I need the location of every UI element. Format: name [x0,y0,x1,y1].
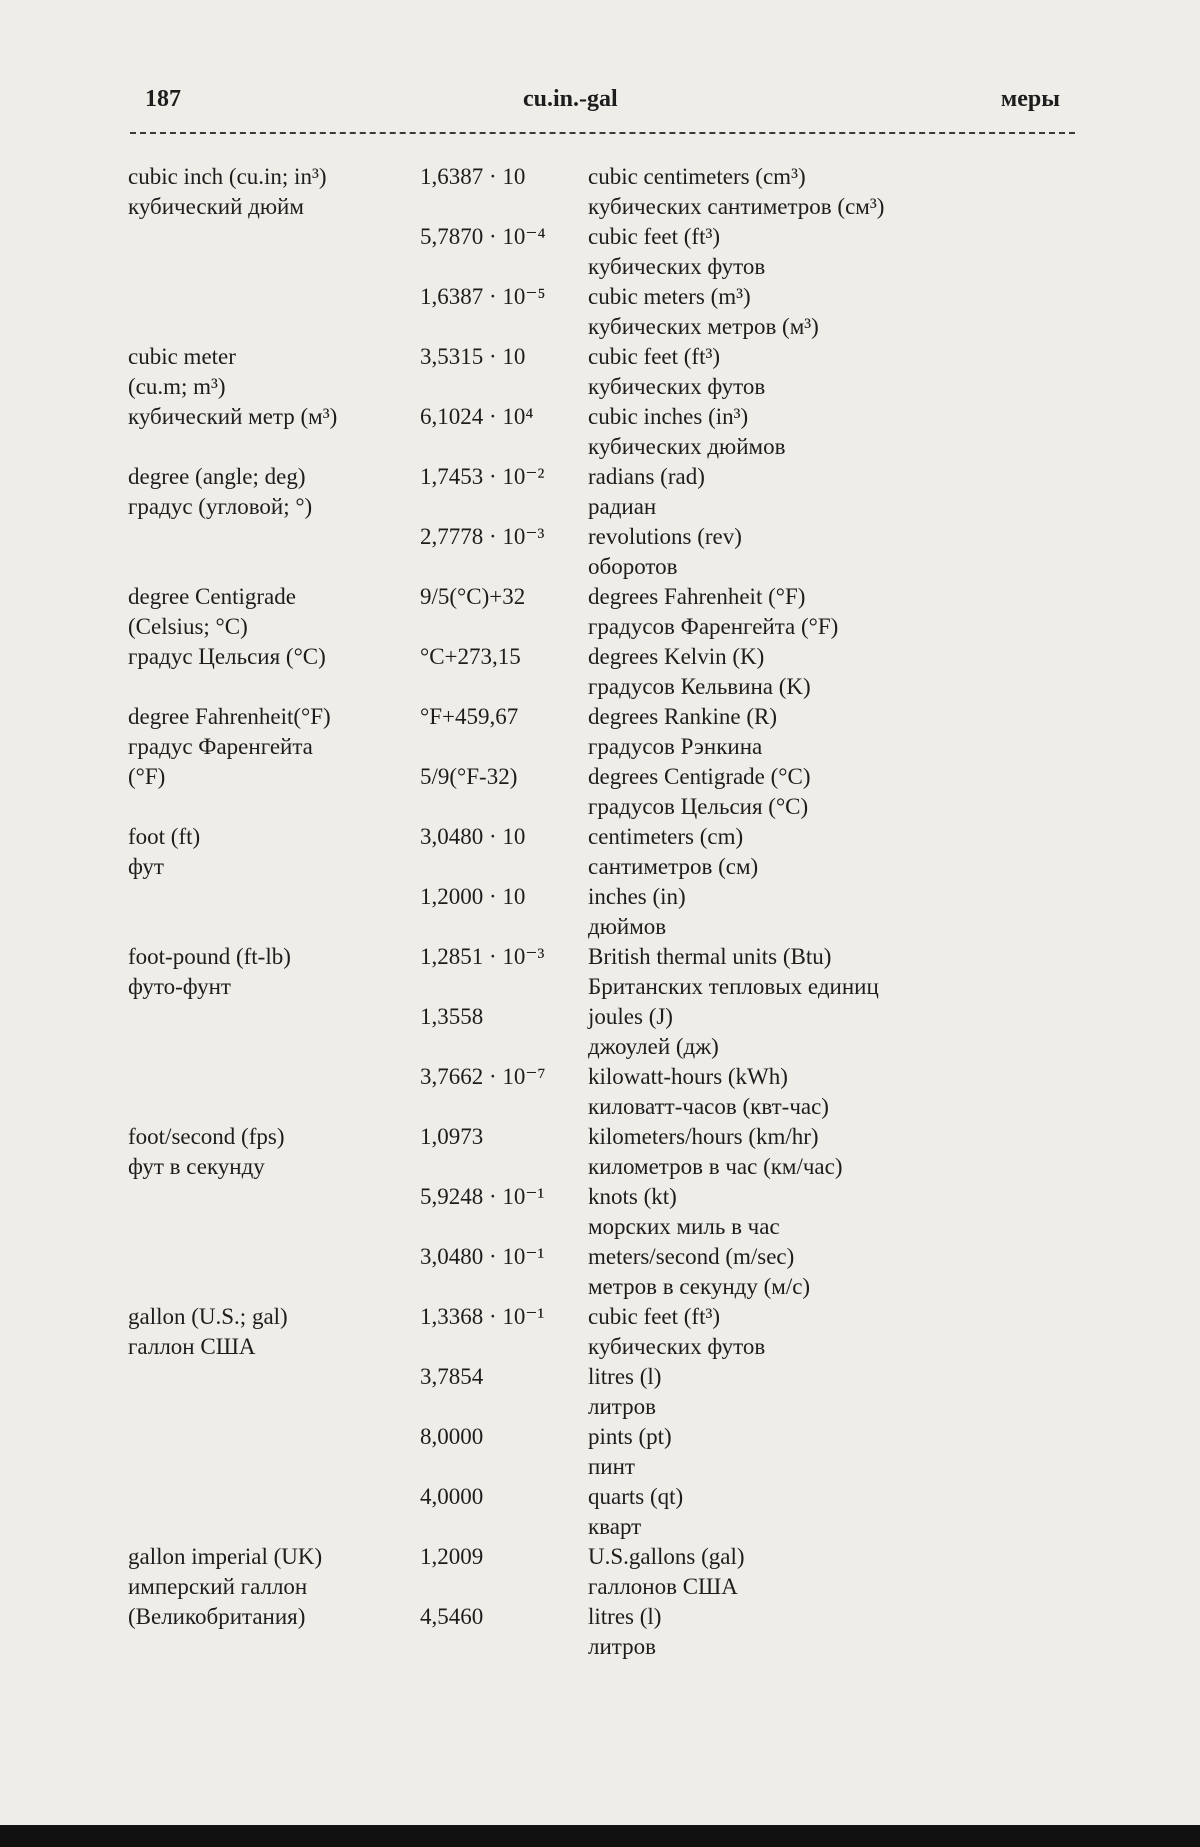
conversion-factor: 1,0973 [420,1124,484,1149]
target-unit-line: кубических сантиметров (см³) [588,194,885,219]
conversions [420,162,1078,342]
target-unit [588,282,1078,342]
conversions [420,1542,1078,1662]
source-unit-line: градус (угловой; °) [128,494,313,519]
source-unit-line: gallon imperial (UK) [128,1544,323,1569]
source-unit [128,162,418,222]
target-unit-line: кубических футов [588,254,766,279]
conversion-entry [128,582,1078,702]
conversions [420,1302,1078,1542]
source-unit-line: футо-фунт [128,974,231,999]
running-title: cu.in.-gal [523,86,618,112]
target-unit-line: litres (l) [588,1364,662,1389]
target-unit [588,942,1078,1002]
conversion-table [128,162,1078,1662]
conversions [420,582,1078,702]
target-unit-line: литров [588,1394,656,1419]
source-unit [128,702,418,792]
conversion-row [420,222,1078,282]
source-unit-line: cubic meter [128,344,236,369]
source-unit-line: имперский галлон [128,1574,308,1599]
conversion-entry [128,1122,1078,1302]
conversion-factor: 3,7662 · 10⁻⁷ [420,1064,546,1089]
conversions [420,462,1078,582]
target-unit-line: кубических дюймов [588,434,786,459]
conversion-row [420,1062,1078,1122]
source-unit-line: градус Цельсия (°C) [128,644,326,669]
conversion-row [420,1362,1078,1422]
target-unit-line: кубических футов [588,1334,766,1359]
conversion-row [420,1302,1078,1362]
conversion-row [420,1542,1078,1602]
conversion-row [420,1482,1078,1542]
source-unit-line: (Великобритания) [128,1604,306,1629]
target-unit-line: градусов Кельвина (K) [588,674,811,699]
target-unit [588,1062,1078,1122]
conversion-row [420,1182,1078,1242]
target-unit-line: морских миль в час [588,1214,780,1239]
conversions [420,1122,1078,1302]
target-unit [588,1542,1078,1602]
target-unit-line: киловатт-часов (квт-час) [588,1094,829,1119]
source-unit-line: gallon (U.S.; gal) [128,1304,288,1329]
target-unit-line: cubic inches (in³) [588,404,749,429]
source-unit-line: фут [128,854,164,879]
conversion-factor: 3,0480 · 10⁻¹ [420,1244,545,1269]
conversion-factor: 3,0480 · 10 [420,824,526,849]
target-unit-line: meters/second (m/sec) [588,1244,795,1269]
conversion-factor: 3,7854 [420,1364,484,1389]
target-unit-line: градусов Цельсия (°C) [588,794,809,819]
conversion-factor: 3,5315 · 10 [420,344,526,369]
conversion-factor: 8,0000 [420,1424,484,1449]
source-unit-line: фут в секунду [128,1154,265,1179]
target-unit-line: degrees Kelvin (K) [588,644,765,669]
conversion-factor: 1,2000 · 10 [420,884,526,909]
conversion-entry [128,1542,1078,1662]
conversion-factor: 1,7453 · 10⁻² [420,464,545,489]
source-unit-line: (cu.m; m³) [128,374,226,399]
conversion-factor: °F+459,67 [420,704,519,729]
conversion-factor: 5,7870 · 10⁻⁴ [420,224,546,249]
target-unit-line: градусов Фаренгейта (°F) [588,614,839,639]
conversion-factor: 4,5460 [420,1604,484,1629]
target-unit-line: cubic feet (ft³) [588,224,721,249]
target-unit-line: inches (in) [588,884,686,909]
source-unit-line: degree (angle; deg) [128,464,306,489]
target-unit-line: литров [588,1634,656,1659]
target-unit [588,1422,1078,1482]
target-unit-line: кварт [588,1514,642,1539]
conversion-entry [128,1302,1078,1542]
source-unit [128,462,418,522]
source-unit-line: foot/second (fps) [128,1124,285,1149]
conversion-factor: 1,6387 · 10⁻⁵ [420,284,546,309]
target-unit-line: джоулей (дж) [588,1034,719,1059]
conversion-row [420,822,1078,882]
target-unit-line: сантиметров (см) [588,854,759,879]
conversions [420,822,1078,942]
conversion-entry [128,162,1078,342]
target-unit [588,462,1078,522]
source-unit-line: градус Фаренгейта [128,734,313,759]
target-unit-line: British thermal units (Btu) [588,944,832,969]
source-unit-line: (Celsius; °C) [128,614,248,639]
page-number: 187 [145,86,181,112]
target-unit-line: cubic feet (ft³) [588,344,721,369]
target-unit-line: degrees Rankine (R) [588,704,778,729]
target-unit [588,1362,1078,1422]
target-unit-line: U.S.gallons (gal) [588,1544,745,1569]
page-header [145,86,1060,126]
target-unit [588,162,1078,222]
target-unit-line: дюймов [588,914,667,939]
source-unit [128,1122,418,1182]
target-unit-line: kilometers/hours (km/hr) [588,1124,819,1149]
conversion-row [420,462,1078,522]
target-unit-line: галлонов США [588,1574,738,1599]
source-unit-line: degree Centigrade [128,584,296,609]
header-divider [130,132,1075,134]
target-unit [588,1482,1078,1542]
target-unit-line: litres (l) [588,1604,662,1629]
source-unit [128,822,418,882]
target-unit [588,402,1078,462]
conversion-factor: 5/9(°F-32) [420,764,518,789]
source-unit-line: галлон США [128,1334,256,1359]
conversion-row [420,942,1078,1002]
conversion-factor: 2,7778 · 10⁻³ [420,524,545,549]
target-unit [588,222,1078,282]
conversion-row [420,582,1078,642]
target-unit [588,1002,1078,1062]
target-unit [588,702,1078,762]
scan-edge [0,1825,1200,1847]
source-unit [128,1542,418,1632]
conversion-entry [128,342,1078,462]
target-unit [588,522,1078,582]
conversion-factor: 5,9248 · 10⁻¹ [420,1184,545,1209]
conversion-factor: 1,2851 · 10⁻³ [420,944,545,969]
conversions [420,942,1078,1122]
target-unit-line: оборотов [588,554,678,579]
conversion-factor: 9/5(°C)+32 [420,584,526,609]
target-unit [588,1602,1078,1662]
conversion-row [420,1422,1078,1482]
conversion-factor: 1,3368 · 10⁻¹ [420,1304,545,1329]
target-unit-line: метров в секунду (м/с) [588,1274,811,1299]
conversion-row [420,342,1078,402]
conversion-row [420,162,1078,222]
conversion-factor: 1,3558 [420,1004,484,1029]
conversion-row [420,762,1078,822]
target-unit [588,1182,1078,1242]
conversion-factor: 6,1024 · 10⁴ [420,404,534,429]
target-unit-line: километров в час (км/час) [588,1154,843,1179]
source-unit-line: cubic inch (cu.in; in³) [128,164,327,189]
conversion-entry [128,702,1078,822]
target-unit-line: кубических футов [588,374,766,399]
target-unit-line: pints (pt) [588,1424,672,1449]
target-unit [588,342,1078,402]
target-unit-line: revolutions (rev) [588,524,742,549]
conversion-row [420,1602,1078,1662]
conversion-row [420,522,1078,582]
source-unit-line: foot (ft) [128,824,201,849]
conversion-entry [128,942,1078,1122]
target-unit-line: knots (kt) [588,1184,677,1209]
conversion-row [420,882,1078,942]
target-unit-line: cubic centimeters (cm³) [588,164,806,189]
target-unit-line: пинт [588,1454,635,1479]
target-unit [588,582,1078,642]
conversion-factor: 1,2009 [420,1544,484,1569]
target-unit-line: degrees Centigrade (°C) [588,764,811,789]
target-unit-line: radians (rad) [588,464,705,489]
target-unit-line: joules (J) [588,1004,673,1029]
target-unit-line: quarts (qt) [588,1484,684,1509]
conversion-row [420,1242,1078,1302]
conversion-row [420,1122,1078,1182]
source-unit-line: кубический дюйм [128,194,304,219]
target-unit-line: degrees Fahrenheit (°F) [588,584,806,609]
target-unit [588,822,1078,882]
target-unit-line: градусов Рэнкина [588,734,763,759]
conversions [420,342,1078,462]
conversion-factor: °C+273,15 [420,644,521,669]
target-unit-line: kilowatt-hours (kWh) [588,1064,788,1089]
conversion-factor: 4,0000 [420,1484,484,1509]
target-unit-line: кубических метров (м³) [588,314,819,339]
conversion-row [420,1002,1078,1062]
conversion-entry [128,462,1078,582]
target-unit-line: Британских тепловых единиц [588,974,879,999]
target-unit [588,1302,1078,1362]
conversion-entry [128,822,1078,942]
target-unit-line: радиан [588,494,657,519]
target-unit [588,1242,1078,1302]
target-unit [588,762,1078,822]
source-unit-line: (°F) [128,764,166,789]
target-unit [588,882,1078,942]
source-unit-line: degree Fahrenheit(°F) [128,704,331,729]
source-unit [128,1302,418,1362]
target-unit-line: cubic feet (ft³) [588,1304,721,1329]
conversion-factor: 1,6387 · 10 [420,164,526,189]
section-title: меры [1000,86,1060,112]
source-unit-line: кубический метр (м³) [128,404,338,429]
source-unit-line: foot-pound (ft-lb) [128,944,291,969]
conversions [420,702,1078,822]
target-unit-line: centimeters (cm) [588,824,744,849]
conversion-row [420,642,1078,702]
target-unit [588,1122,1078,1182]
conversion-row [420,282,1078,342]
conversion-row [420,702,1078,762]
target-unit [588,642,1078,702]
source-unit [128,342,418,432]
source-unit [128,942,418,1002]
conversion-row [420,402,1078,462]
target-unit-line: cubic meters (m³) [588,284,751,309]
source-unit [128,582,418,672]
